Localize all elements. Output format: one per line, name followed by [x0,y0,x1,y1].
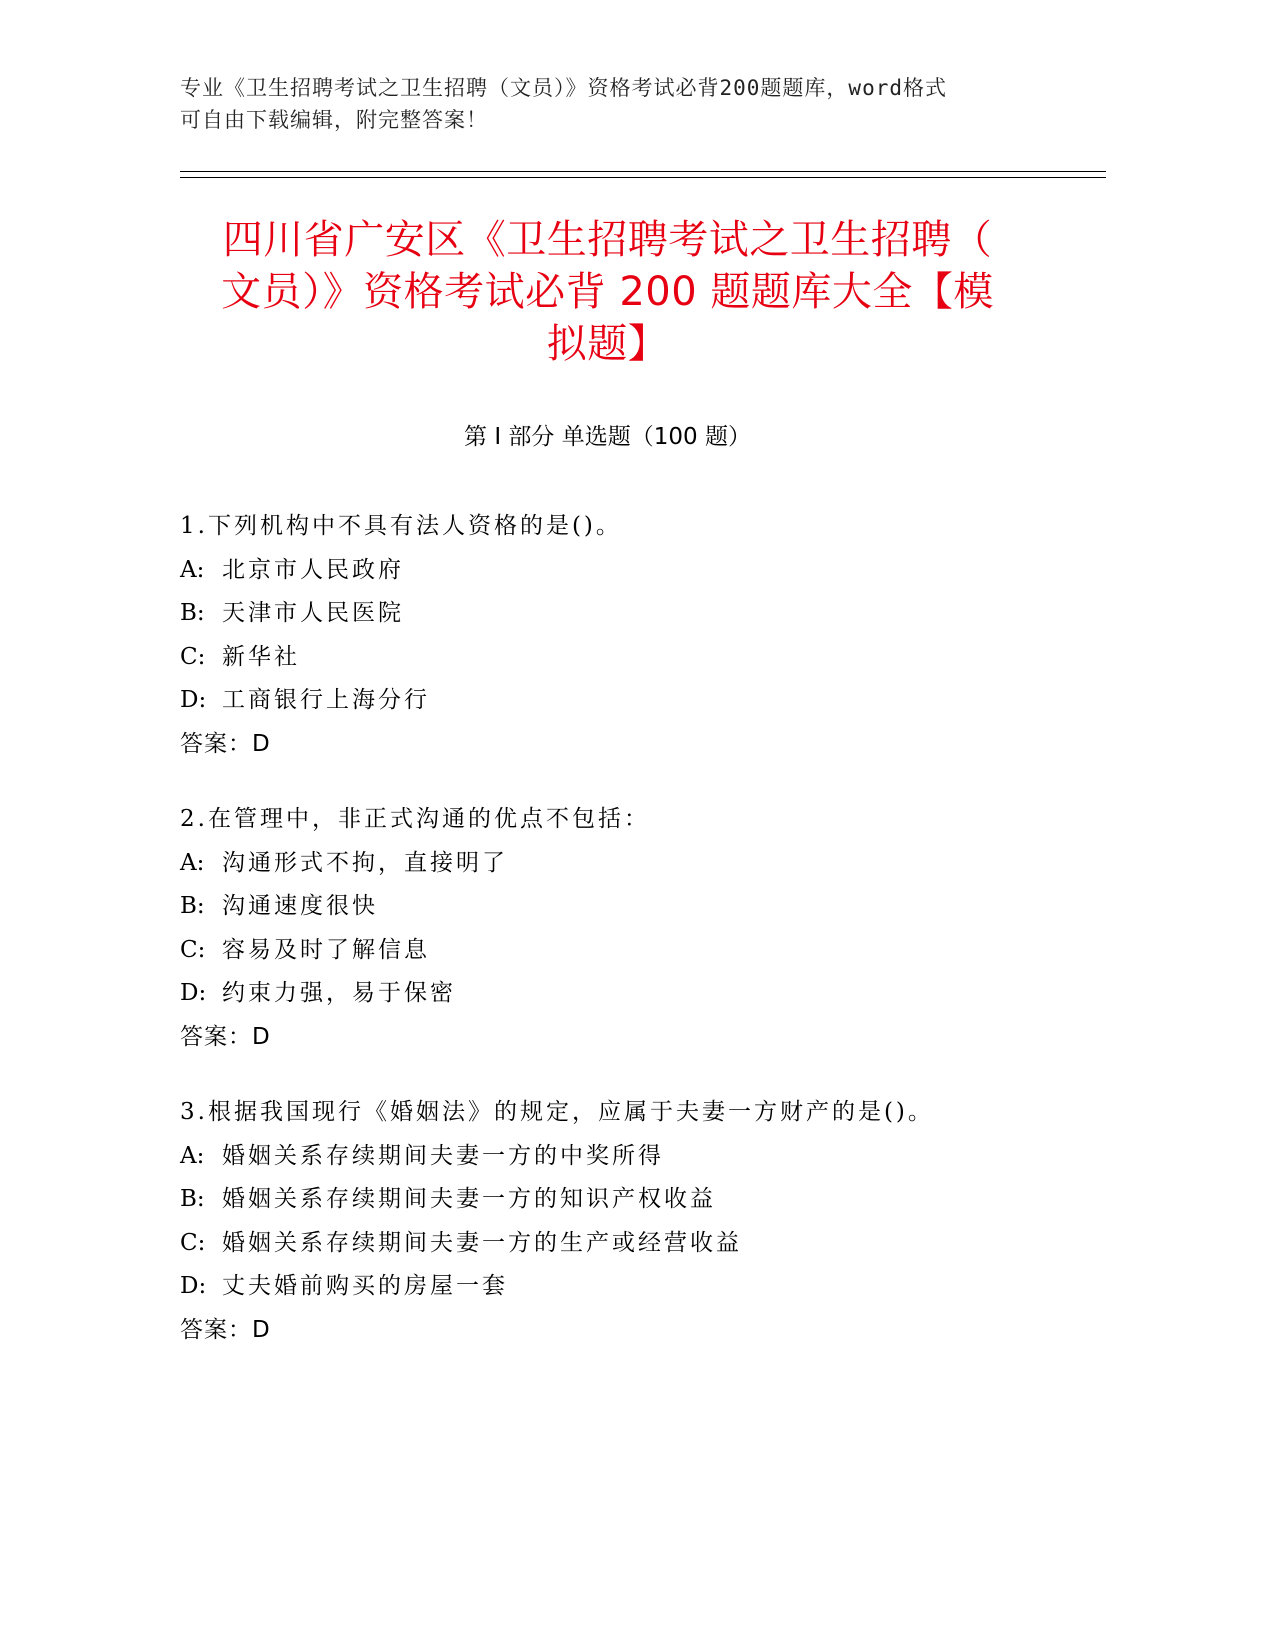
option-text: 婚姻关系存续期间夫妻一方的生产或经营收益 [222,1229,742,1256]
option-a [180,549,1080,593]
option-text: 天津市人民医院 [222,600,404,626]
section-heading: 第 I 部分 单选题（100 题） [464,424,751,450]
option-text: 北京市人民政府 [222,556,404,583]
option-b [180,592,1080,636]
option-text: 婚姻关系存续期间夫妻一方的中奖所得 [222,1142,664,1169]
option-key: D: [180,687,207,713]
question-stem: 2.在管理中，非正式沟通的优点不包括： [180,806,650,832]
document-intro [180,72,1050,136]
intro-line-2: 可自由下载编辑，附完整答案！ [180,108,488,132]
option-d [180,1265,1080,1309]
option-key: B: [180,893,205,919]
option-c [180,1222,1080,1266]
question-2 [180,798,1080,1059]
option-text: 约束力强，易于保密 [222,980,456,1006]
option-a [180,1135,1080,1179]
option-d [180,679,1080,723]
option-key: C: [180,643,206,670]
option-text: 容易及时了解信息 [222,936,430,963]
option-key: C: [180,936,206,963]
option-key: A: [180,1142,205,1169]
answer-line: 答案：D [180,1316,271,1343]
header-divider-top [180,171,1106,172]
title-line-2: 文员）》资格考试必背 200 题题库大全【模 [221,269,994,315]
intro-line-1: 专业《卫生招聘考试之卫生招聘（文员）》资格考试必背200题题库，word格式 [180,76,947,100]
option-key: D: [180,980,207,1006]
option-b [180,885,1080,929]
question-stem: 1.下列机构中不具有法人资格的是()。 [180,513,622,539]
option-c [180,636,1080,680]
option-key: A: [180,556,205,583]
page-title [180,214,1035,370]
question-1 [180,505,1080,766]
option-b [180,1178,1080,1222]
option-text: 工商银行上海分行 [222,687,430,713]
option-text: 婚姻关系存续期间夫妻一方的知识产权收益 [222,1186,716,1212]
option-text: 沟通速度很快 [222,893,378,919]
title-line-3: 拟题】 [546,321,669,367]
option-c [180,929,1080,973]
option-text: 丈夫婚前购买的房屋一套 [222,1273,508,1299]
option-d [180,972,1080,1016]
option-a [180,842,1080,886]
option-key: A: [180,849,205,876]
question-3 [180,1091,1080,1352]
option-key: C: [180,1229,206,1256]
question-stem: 3.根据我国现行《婚姻法》的规定，应属于夫妻一方财产的是()。 [180,1099,934,1125]
header-divider-bottom [180,177,1106,178]
option-key: D: [180,1273,207,1299]
option-key: B: [180,1186,205,1212]
title-line-1: 四川省广安区《卫生招聘考试之卫生招聘（ [222,217,993,263]
option-key: B: [180,600,205,626]
question-list [180,505,1080,1384]
option-text: 新华社 [222,643,300,670]
option-text: 沟通形式不拘，直接明了 [222,849,508,876]
answer-line: 答案：D [180,1023,271,1050]
answer-line: 答案：D [180,730,271,757]
